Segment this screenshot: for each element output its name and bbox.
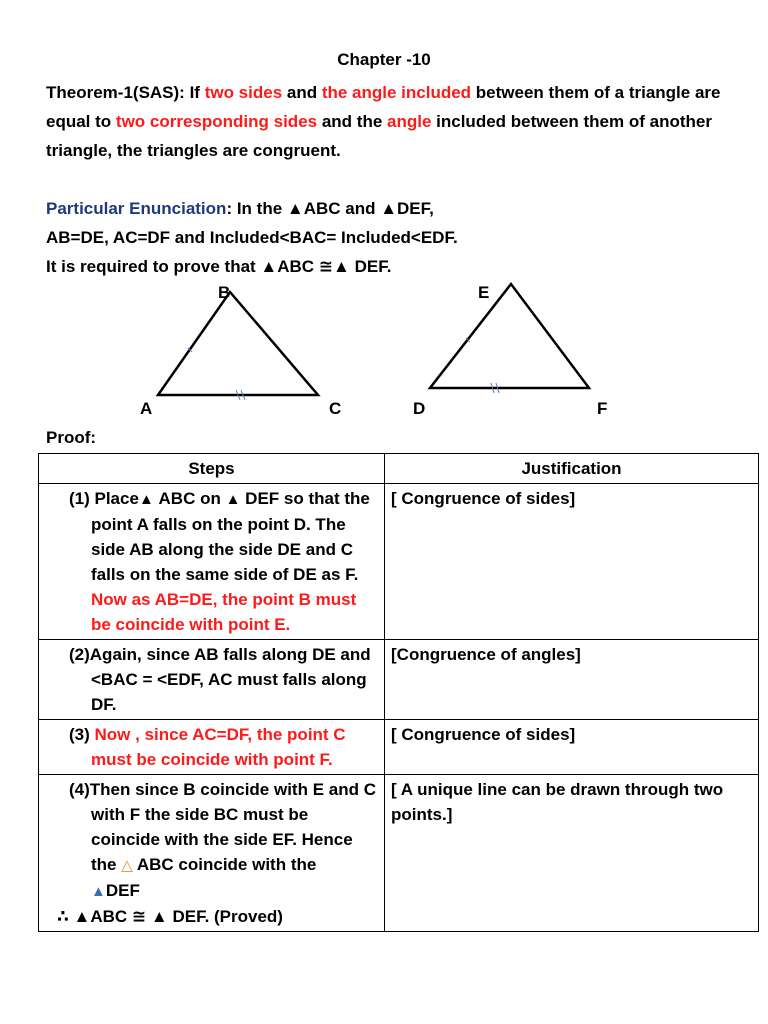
vertex-label-d: D [413, 399, 426, 418]
conclusion: ∴ ▲ABC ≅ ▲ DEF. (Proved) [57, 907, 283, 926]
proof-table [38, 453, 759, 932]
tick-marks [188, 338, 499, 400]
table-row [39, 720, 759, 775]
vertex-label-e: E [478, 283, 490, 302]
table-row [39, 775, 759, 932]
table-row [39, 484, 759, 640]
justification-cell: [ Congruence of sides] [385, 720, 759, 775]
triangle-icon: ▲ [138, 491, 154, 508]
step-cell: (4)Then since B coincide with E and C with F the side BC must be coincide with the side EF. Hence the △ ABC coincide with the ▲DEF ∴ ▲ABC ≅ ▲ DEF. (Proved) [39, 775, 385, 932]
step-cell: (2)Again, since AB falls along DE and <BAC = <EDF, AC must falls along DF. [39, 640, 385, 720]
step-cell: (1) Place▲ ABC on ▲ DEF so that the point A falls on the point D. The side AB along the side DE and C falls on the same side of DE as F. Now as AB=DE, the point B must be coincide with point E. [39, 484, 385, 640]
chapter-title: Chapter -10 [337, 50, 431, 69]
triangle-abc [158, 292, 318, 395]
header-steps: Steps [39, 454, 385, 484]
vertex-label-f: F [597, 399, 608, 418]
triangle-diagram [0, 280, 768, 425]
theorem-statement: Theorem-1(SAS): If two sides and the angle included between them of a triangle are equal to two corresponding sides and the angle included between them of another triangle, the triangles are congruent. [46, 83, 721, 160]
header-justification: Justification [385, 454, 759, 484]
step-cell: (3) Now , since AC=DF, the point C must be coincide with point F. [39, 720, 385, 775]
proof-label: Proof: [46, 428, 97, 447]
orange-triangle-icon: △ [121, 857, 133, 874]
triangle-figures [0, 280, 768, 425]
vertex-label-a: A [140, 399, 153, 418]
table-row [39, 640, 759, 720]
vertex-label-b: B [218, 283, 231, 302]
particular-enunciation: Particular Enunciation: In the ▲ABC and ▲DEF, AB=DE, AC=DF and Included<BAC= Included<EDF. It is required to prove that ▲ABC ≅▲ DEF. [46, 199, 458, 276]
justification-cell: [ Congruence of sides] [385, 484, 759, 640]
triangle-def [430, 284, 589, 388]
table-header-row [39, 454, 759, 484]
vertex-label-c: C [329, 399, 342, 418]
blue-triangle-icon: ▲ [91, 883, 106, 900]
justification-cell: [Congruence of angles] [385, 640, 759, 720]
enunciation-label: Particular Enunciation [46, 199, 227, 218]
triangle-icon: ▲ [225, 491, 241, 508]
justification-cell: [ A unique line can be drawn through two points.] [385, 775, 759, 932]
